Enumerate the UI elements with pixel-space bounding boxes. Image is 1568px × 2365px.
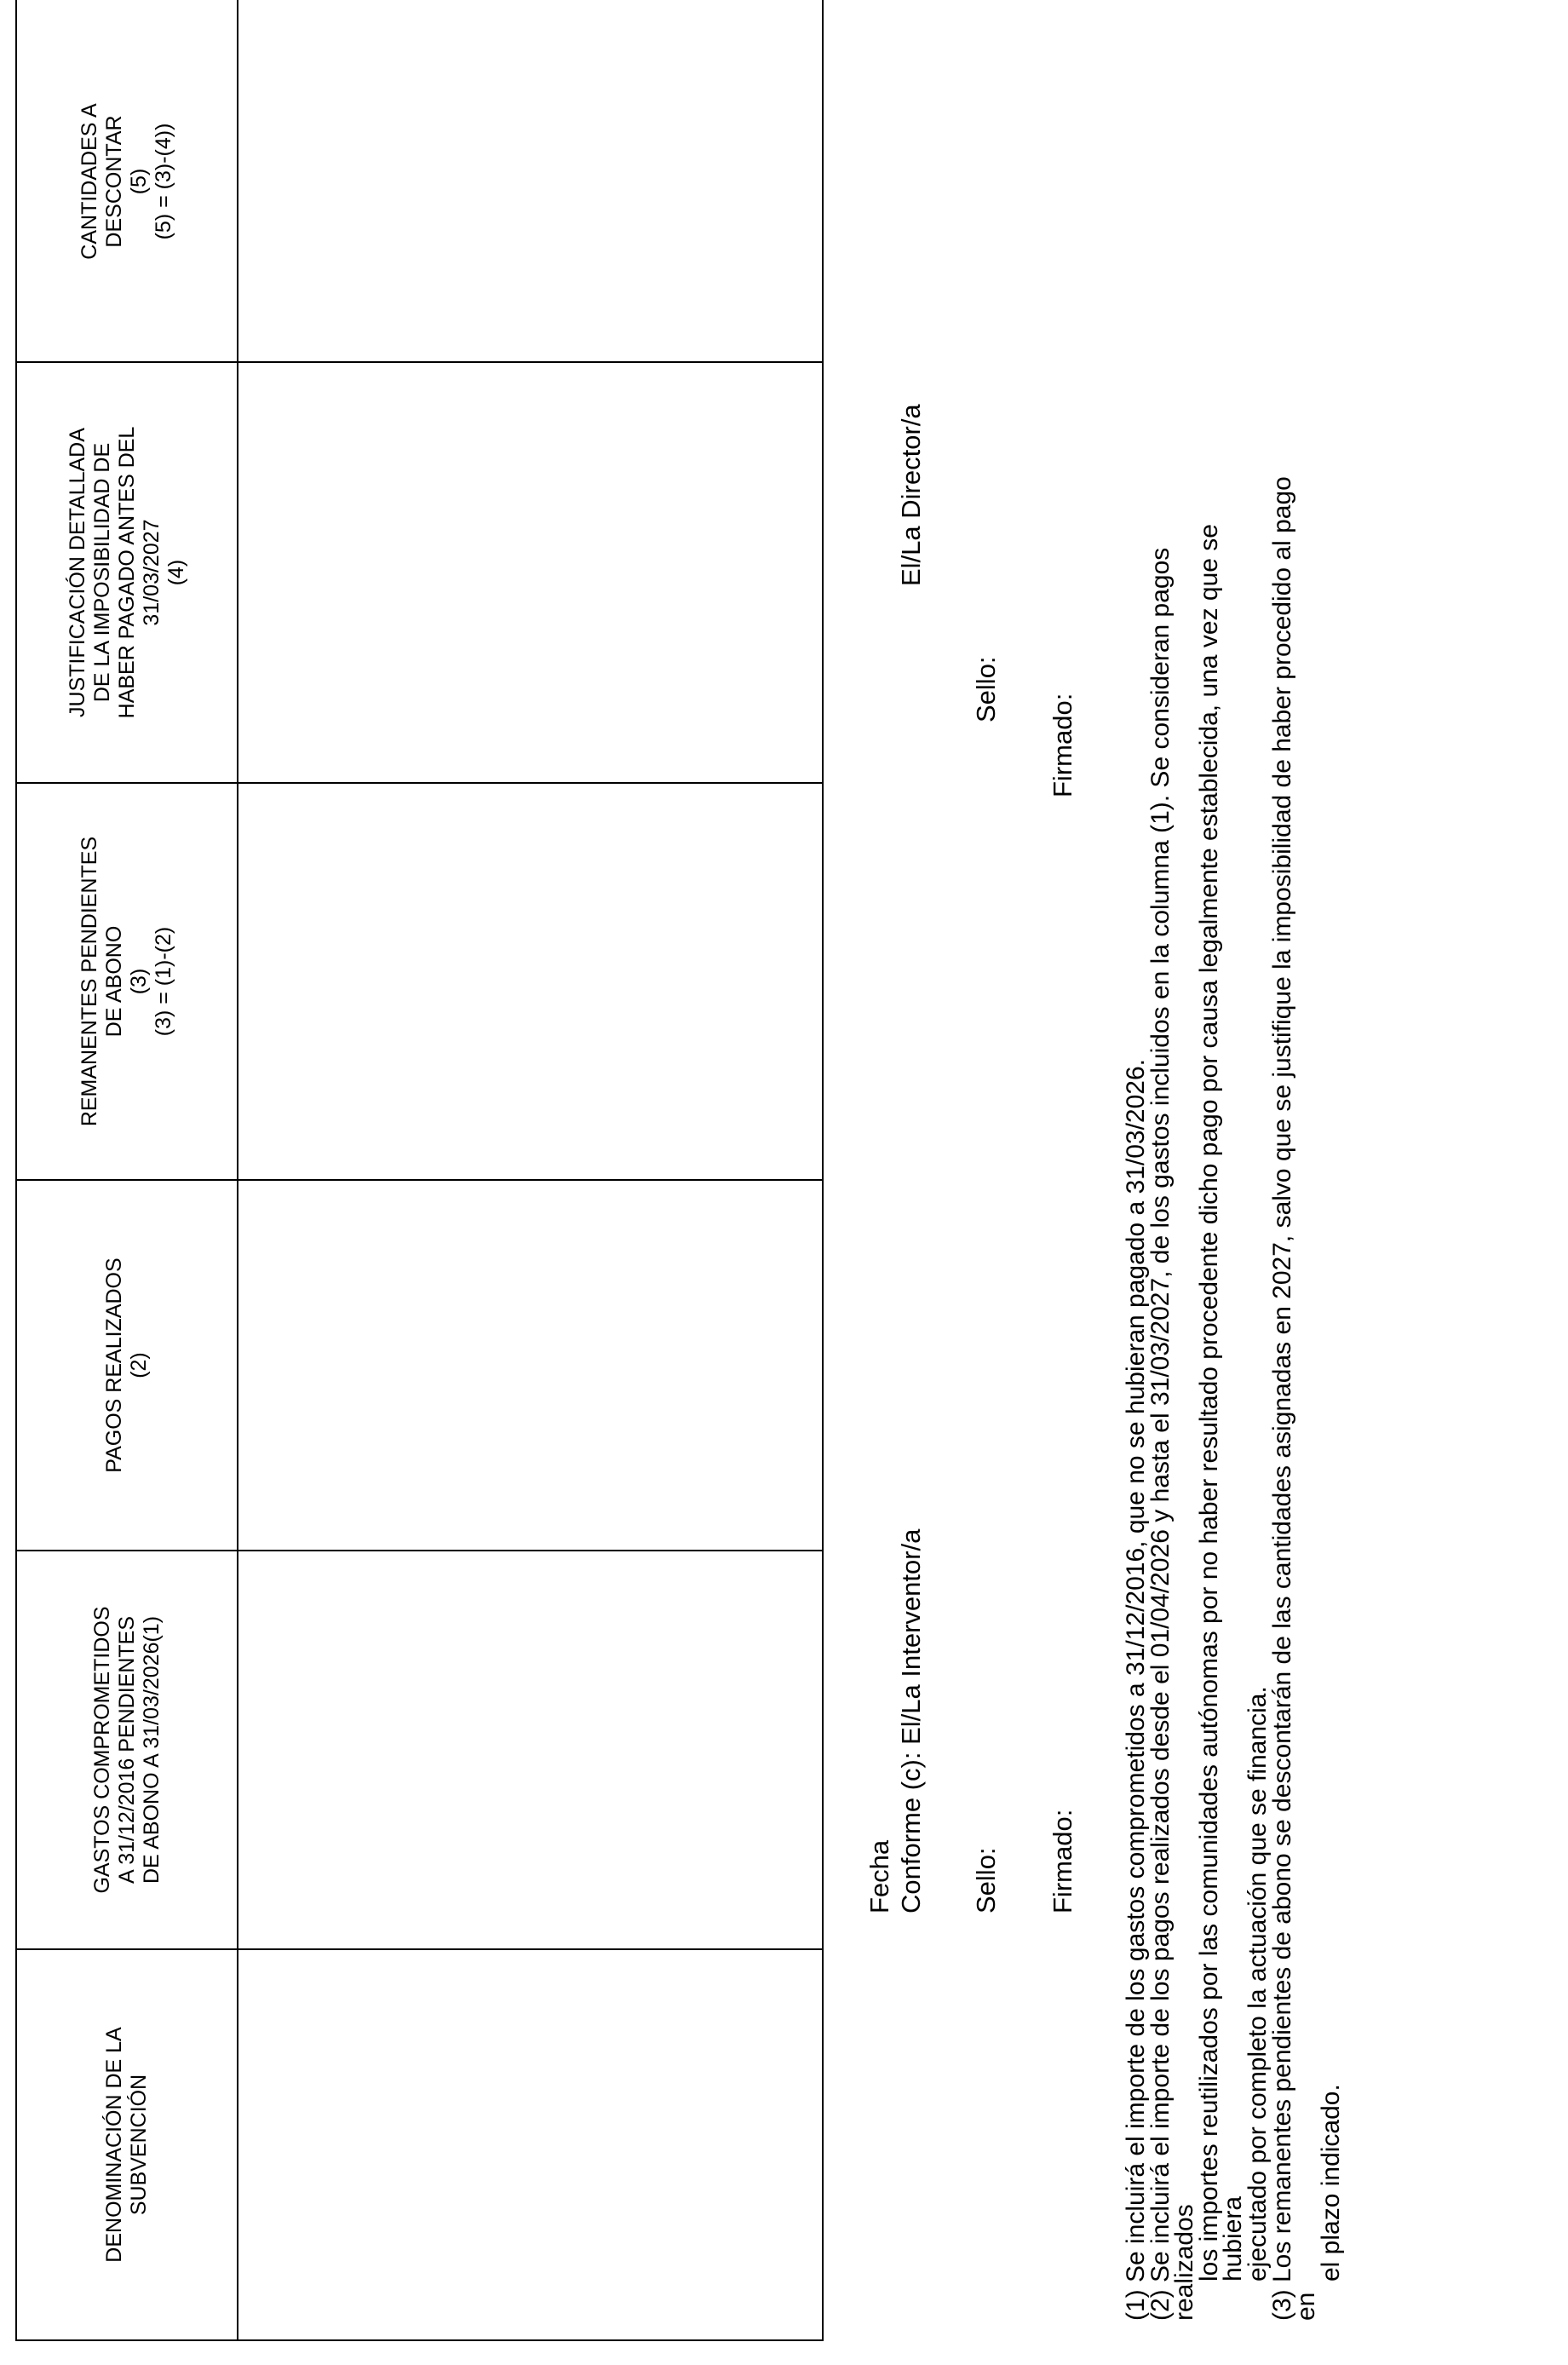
footnote-2-continued: ejecutado por completo la actuación que se financia. [1243,1686,1272,2282]
header-cantidades-descontar: CANTIDADES A DESCONTAR (5) (5) = (3)-(4)) [78,103,175,260]
sello-label-director: Sello: [971,656,1001,722]
fecha-label: Fecha [864,1839,894,1913]
footnote-3-continued: el plazo indicado. [1316,2084,1345,2282]
header-remanentes-pendientes: REMANENTES PENDIENTES DE ABONO (3) (3) = (1)-(2) [78,836,175,1127]
firmado-label-interventor: Firmado: [1048,1809,1077,1913]
header-justificacion: JUSTIFICACIÓN DETALLADA DE LA IMPOSIBILIDAD DE HABER PAGADO ANTES DEL 31/03/2027 (4) [65,426,188,719]
footnote-2-continued: los importes reutilizados por las comunidades autónomas por no haber resultado procedente dicho pago por causa legalmente establecida, una vez que se hubiera [1194,524,1248,2282]
sello-label-interventor: Sello: [971,1847,1001,1913]
firmado-label-director: Firmado: [1048,693,1077,797]
footnote-2: (2) Se incluirá el importe de los pagos realizados desde el 01/04/2026 y hasta el 31/03/2027, de los gastos incluidos en la columna (1). Se consideran pagos realizados [1146,547,1199,2321]
footnote-1: (1) Se incluirá el importe de los gastos comprometidos a 31/12/2016, que no se hubieran pagado a 31/03/2026. [1122,1059,1150,2321]
header-gastos-comprometidos: GASTOS COMPROMETIDOS A 31/12/2016 PENDIENTES DE ABONO A 31/03/2026(1) [89,1606,164,1894]
director-label: El/La Director/a [896,404,926,586]
footnotes [1124,446,1343,2321]
footnote-3: (3) Los remanentes pendientes de abono se descontarán de las cantidades asignadas en 2027, salvo que se justifique la imposibilidad de haber procedido al pago en [1267,476,1321,2321]
header-denominacion: DENOMINACIÓN DE LA SUBVENCIÓN [102,2027,151,2263]
table-header-divider [237,0,238,2341]
header-pagos-realizados: PAGOS REALIZADOS (2) [102,1257,151,1473]
conforme-label: Conforme (c): El/La Interventor/a [896,1528,926,1913]
